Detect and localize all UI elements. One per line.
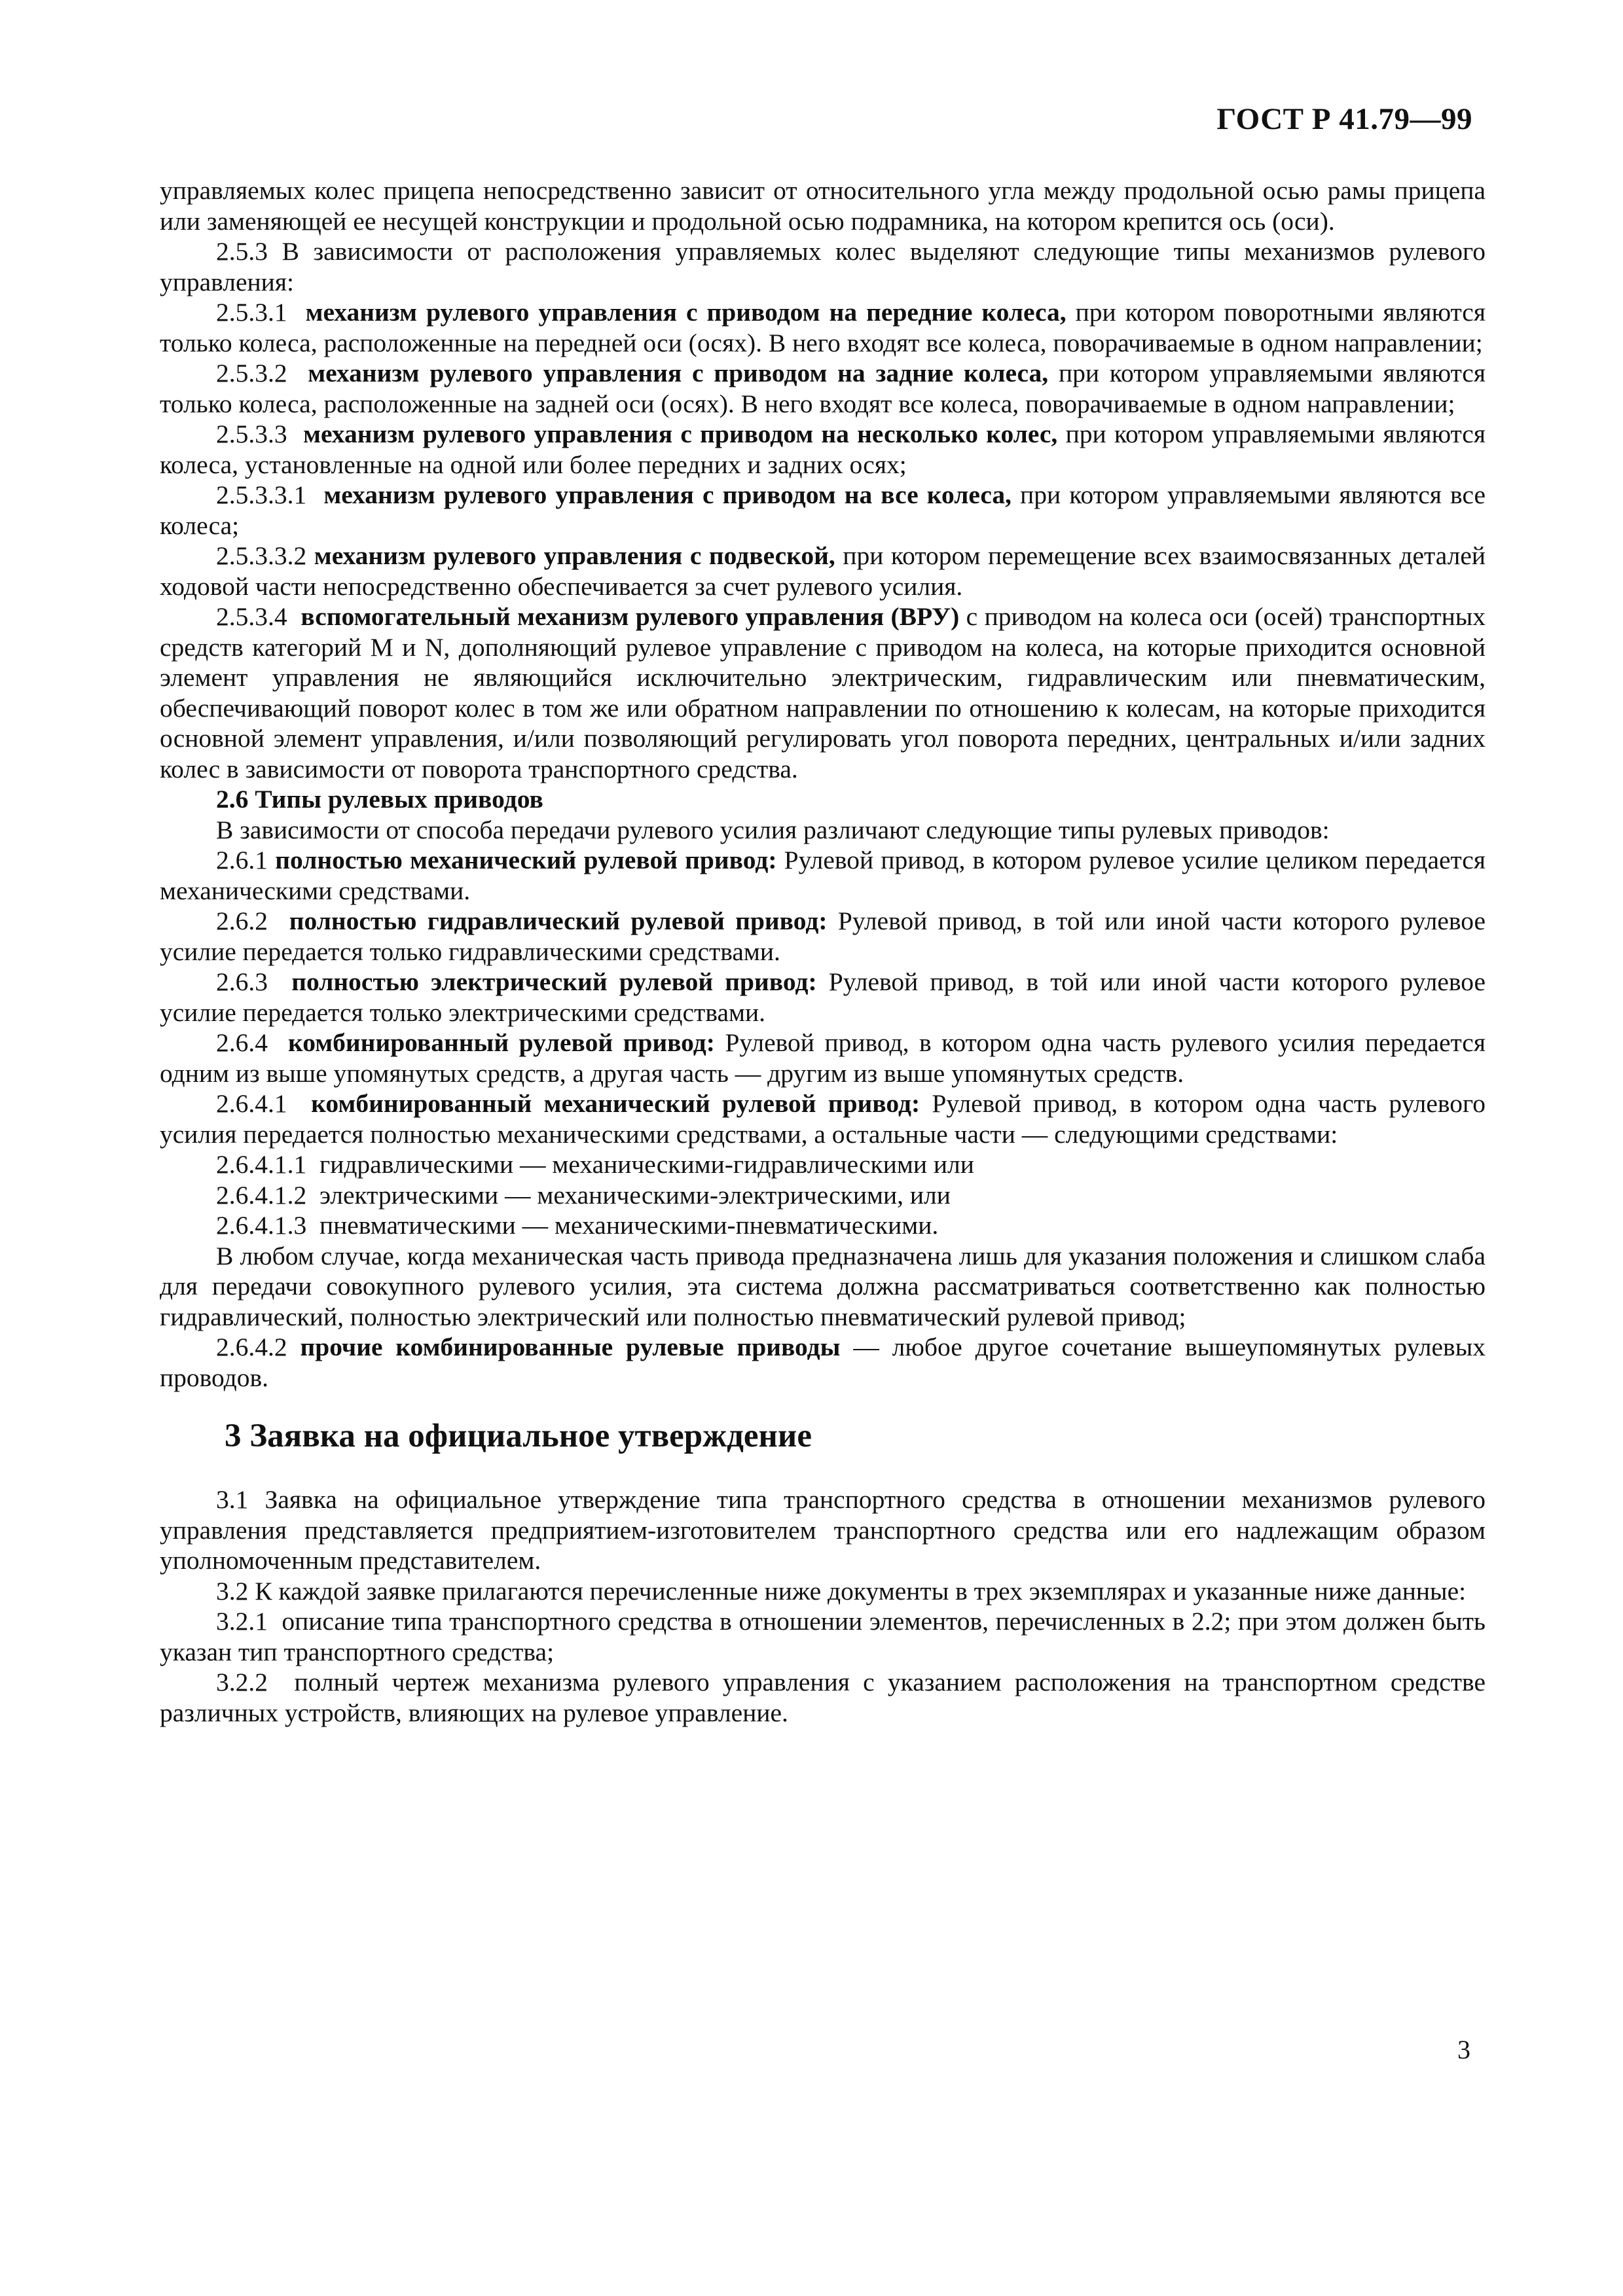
clause-number: 2.6.3	[216, 967, 268, 996]
document-code-header: ГОСТ Р 41.79—99	[1216, 102, 1472, 136]
term: механизм рулевого управления с приводом на передние колеса,	[305, 298, 1067, 327]
paragraph	[160, 236, 1486, 297]
paragraph-text: В любом случае, когда механическая часть привода предназначена лишь для указания положения и слишком слаба для передачи совокупного рулевого усилия, эта система должна рассматриваться соответственно как полностью гидравлический, полностью электрический или полностью пневматический рулевой привод;	[160, 1241, 1486, 1331]
paragraph	[160, 1667, 1486, 1728]
term: вспомогательный механизм рулевого управления (ВРУ)	[301, 602, 960, 631]
paragraph-text: Рулевой привод, в котором одна часть рулевого усилия передается одним из выше упомянутых средств, а другая часть — другим из выше упомянутых средств.	[160, 1028, 1486, 1088]
paragraph-text: описание типа транспортного средства в отношении элементов, перечисленных в 2.2; при этом должен быть указан тип транспортного средства;	[160, 1607, 1486, 1666]
clause-number: 2.6.4.2	[216, 1333, 287, 1361]
paragraph-text: управляемых колес прицепа непосредственно зависит от относительного угла между продольной осью рамы прицепа или заменяющей ее несущей конструкции и продольной осью подрамника, на котором крепится ось (оси).	[160, 176, 1486, 236]
paragraph-text: Заявка на официальное утверждение типа транспортного средства в отношении механизмов рулевого управления представляется предприятием-изготовителем транспортного средства или его надлежащим образом уполномоченным представителем.	[160, 1485, 1486, 1575]
paragraph	[160, 297, 1486, 358]
clause-number: 2.6.2	[216, 906, 268, 935]
clause-number: 2.6.4.1.3	[216, 1211, 307, 1240]
term: механизм рулевого управления с приводом на несколько колес,	[303, 420, 1058, 448]
paragraph-text: Рулевой привод, в той или иной части которого рулевое усилие передается только электрическими средствами.	[160, 967, 1486, 1027]
clause-number: 3.2	[216, 1576, 249, 1605]
paragraph-text: с приводом на колеса оси (осей) транспортных средств категорий M и N, дополняющий рулевое управление с приводом на колеса, на которые приходится основной элемент управления не являющийся исключительно электрическим, гидравлическим или пневматическим, обеспечивающий поворот колес в том же или обратном направлении по отношению к колесам, на которые приходится основной элемент управления, и/или позволяющий регулировать угол поворота передних, центральных и/или задних колес в зависимости от поворота транспортного средства.	[160, 602, 1486, 783]
document-body	[160, 175, 1486, 1728]
page-number: 3	[1457, 2035, 1470, 2064]
term: комбинированный механический рулевой привод:	[311, 1089, 921, 1118]
paragraph-text: В зависимости от способа передачи рулевого усилия различают следующие типы рулевых приводов:	[216, 815, 1330, 844]
paragraph	[160, 358, 1486, 419]
paragraph	[160, 1210, 1486, 1241]
paragraph-text: при котором управляемыми являются все колеса;	[160, 480, 1486, 540]
term: прочие комбинированные рулевые приводы	[300, 1333, 841, 1361]
paragraph-text: при котором поворотными являются только колеса, расположенные на передней оси (осях). В него входят все колеса, поворачиваемые в одном направлении;	[160, 298, 1486, 357]
paragraph-text: Рулевой привод, в той или иной части которого рулевое усилие передается только гидравлическими средствами.	[160, 906, 1486, 966]
clause-number: 2.5.3	[216, 237, 268, 266]
paragraph	[160, 1088, 1486, 1149]
term: комбинированный рулевой привод:	[288, 1028, 715, 1057]
paragraph-text: электрическими — механическими-электрическими, или	[319, 1180, 951, 1210]
term: механизм рулевого управления с подвеской,	[314, 541, 835, 570]
clause-number: 2.6.1	[216, 846, 268, 874]
clause-number: 2.6.4.1.1	[216, 1150, 307, 1179]
clause-number: 2.5.3.3	[216, 420, 287, 448]
paragraph-text: при котором управляемыми являются колеса, установленные на одной или более передних и задних осях;	[160, 420, 1486, 479]
clause-number: 2.5.3.4	[216, 602, 287, 631]
paragraph	[160, 1332, 1486, 1393]
subsection-heading	[160, 784, 1486, 815]
clause-number: 2.6.4	[216, 1028, 268, 1057]
term: полностью механический рулевой привод:	[275, 846, 777, 874]
paragraph-text: при котором перемещение всех взаимосвязанных деталей ходовой части непосредственно обеспечивается за счет рулевого усилия.	[160, 541, 1486, 601]
paragraph-text: Рулевой привод, в котором одна часть рулевого усилия передается полностью механическими средствами, а остальные части — следующими средствами:	[160, 1089, 1486, 1149]
paragraph-text: В зависимости от расположения управляемых колес выделяют следующие типы механизмов рулевого управления:	[160, 237, 1486, 296]
paragraph	[160, 1180, 1486, 1211]
paragraph	[160, 967, 1486, 1028]
paragraph	[160, 1241, 1486, 1333]
paragraph	[160, 541, 1486, 601]
paragraph	[160, 1606, 1486, 1667]
clause-number: 2.6.4.1	[216, 1089, 287, 1118]
term: полностью гидравлический рулевой привод:	[289, 906, 828, 935]
paragraph-text: полный чертеж механизма рулевого управления с указанием расположения на транспортном средстве различных устройств, влияющих на рулевое управление.	[160, 1668, 1486, 1727]
paragraph	[160, 419, 1486, 480]
paragraph-text: — любое другое сочетание вышеупомянутых рулевых проводов.	[160, 1333, 1486, 1392]
paragraph	[160, 906, 1486, 967]
clause-number: 2.6.4.1.2	[216, 1180, 307, 1210]
paragraph	[160, 601, 1486, 784]
clause-number: 3.2.1	[216, 1607, 268, 1636]
clause-number: 2.5.3.2	[216, 359, 287, 387]
clause-number: 2.5.3.3.1	[216, 480, 307, 509]
paragraph	[160, 845, 1486, 906]
paragraph	[160, 1028, 1486, 1088]
paragraph-text: К каждой заявке прилагаются перечисленные ниже документы в трех экземплярах и указанные ниже данные:	[255, 1576, 1467, 1605]
paragraph	[160, 1484, 1486, 1576]
clause-number: 3.2.2	[216, 1668, 268, 1696]
section-title: 3 Заявка на официальное утверждение	[225, 1418, 812, 1454]
paragraph	[160, 175, 1486, 236]
paragraph-text: пневматическими — механическими-пневматическими.	[319, 1211, 939, 1240]
paragraph	[160, 815, 1486, 846]
subsection-title: 2.6 Типы рулевых приводов	[216, 785, 543, 814]
clause-number: 2.5.3.1	[216, 298, 287, 327]
paragraph	[160, 1149, 1486, 1180]
term: механизм рулевого управления с приводом на задние колеса,	[308, 359, 1049, 387]
paragraph	[160, 480, 1486, 541]
paragraph	[160, 1576, 1486, 1607]
paragraph-text: Рулевой привод, в котором рулевое усилие целиком передается механическими средствами.	[160, 846, 1486, 905]
term: полностью электрический рулевой привод:	[291, 967, 817, 996]
paragraph-text: гидравлическими — механическими-гидравлическими или	[319, 1150, 974, 1179]
clause-number: 2.5.3.3.2	[216, 541, 307, 570]
term: механизм рулевого управления с приводом на все колеса,	[323, 480, 1012, 509]
clause-number: 3.1	[216, 1485, 249, 1514]
paragraph-text: при котором управляемыми являются только колеса, расположенные на задней оси (осях). В него входят все колеса, поворачиваемые в одном направлении;	[160, 359, 1486, 418]
